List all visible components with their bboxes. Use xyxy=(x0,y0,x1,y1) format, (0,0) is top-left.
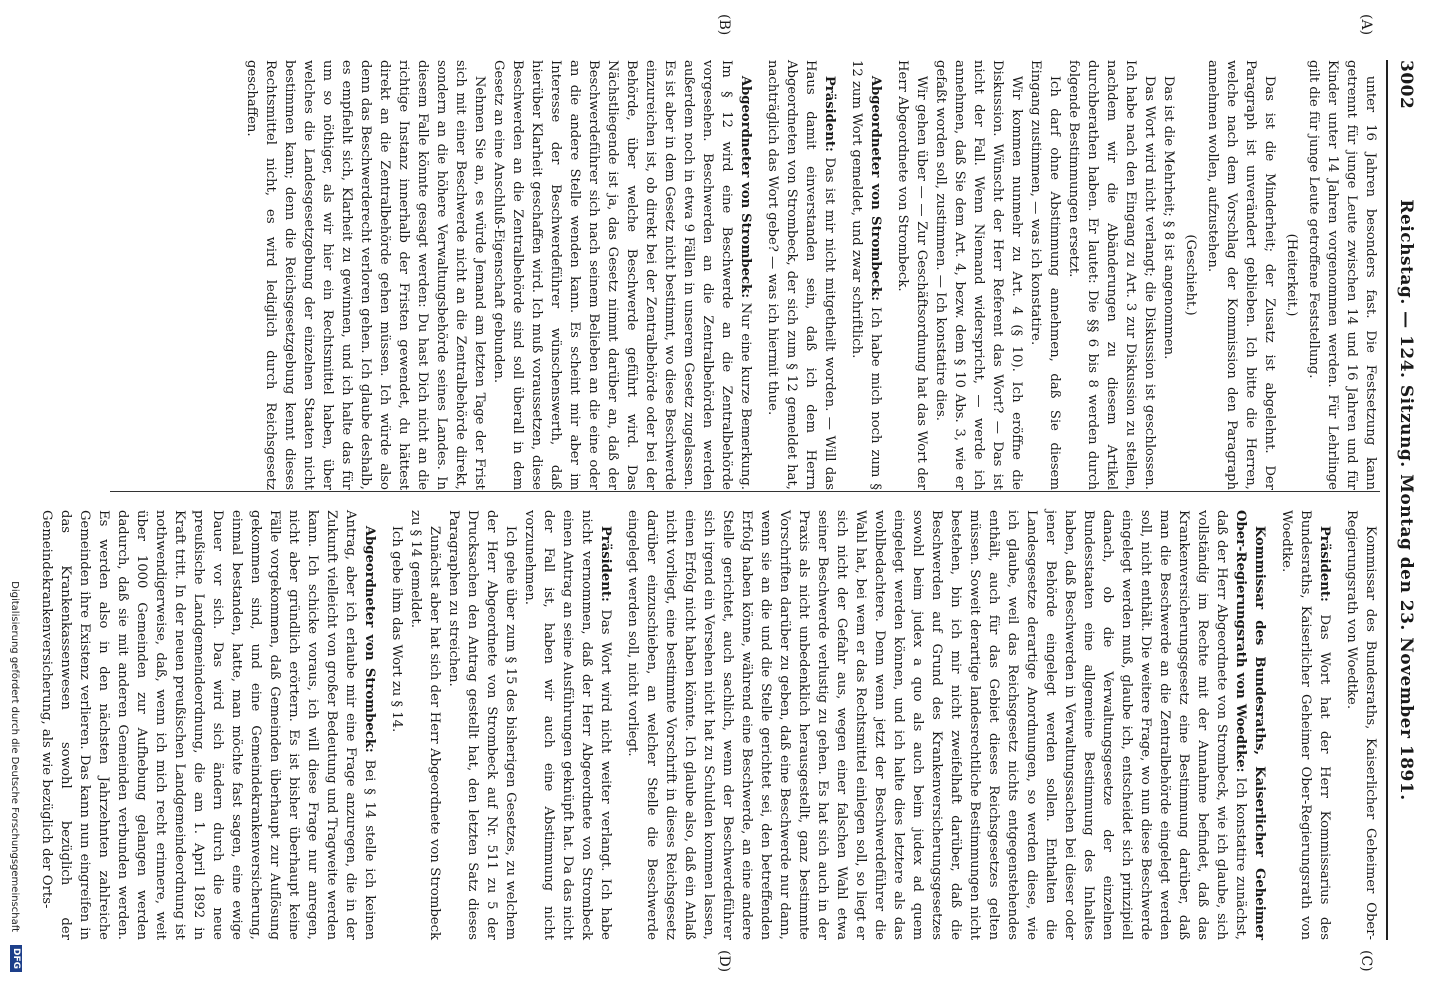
digitization-footer xyxy=(2,20,22,980)
interjection: (Geschieht.) xyxy=(1183,234,1198,316)
paragraph: unter 16 Jahren besonders fast. Die Festsetzung kann getrennt für junge Leute zwischen 14 und 16 Jahren und für Kinder unter 14 Jahren vorgenommen werden. Für Lehrlinge gilt die für junge Leute getroffene Feststellung. xyxy=(1306,60,1378,490)
paragraph: Wir kommen nunmehr zu Art. 4 (§ 10). Ich eröffne die Diskussion. Wünscht der Herr Referent das Wort? — Das ist nicht der Fall. Wenn Niemand widerspricht, — werde ich annehmen, daß Sie dem Art. 4, bezw. dem § 10 Abs. 3, wie er gefaßt worden soll, zustimmen. — Ich konstatire dies. xyxy=(933,60,1024,490)
margin-mark-b: (B) xyxy=(716,14,732,36)
dfg-logo: DFG xyxy=(10,945,22,972)
speaker-name: Abgeordneter von Strombeck: xyxy=(362,525,377,753)
paragraph: Ich gehe über zum § 15 des bisherigen Gesetzes, zu welchem der Herr Abgeordnete von Strombeck auf Nr. 511 zu 5 der Drucksachen den Antrag gestellt hat, den letzten Satz dieses Paragraphen zu streichen. xyxy=(446,510,518,940)
speaker-name: Kommissar des Bundesraths, Kaiserlicher Geheimer Ober-Regierungsrath von Woedtke: xyxy=(1233,510,1267,940)
paragraph: Zunächst aber hat sich der Herr Abgeordnete von Strombeck zu § 14 gemeldet. xyxy=(408,510,442,940)
header-rule xyxy=(1386,60,1388,940)
paragraph: Das ist die Mehrheit; § 8 ist angenommen. xyxy=(1161,75,1176,360)
left-column xyxy=(110,60,1380,490)
column-divider xyxy=(110,491,1380,492)
digitization-note: Digitalisierung gefördert durch die Deutsche Forschungsgemeinschaft xyxy=(9,581,20,932)
right-column xyxy=(39,510,1380,941)
running-title: Reichstag. — 124. Sitzung. Montag den 23. November 1891. xyxy=(1396,199,1416,801)
speech-paragraph xyxy=(623,510,1269,940)
speech-paragraph xyxy=(37,510,379,940)
paragraph: Das Wort wird nicht verlangt; die Diskussion ist geschlossen. Ich habe nach den Eingang zu Art. 3 zur Diskussion zu stellen, nachdem wir die Abänderungen zu diesem Artikel durchberathen haben. Er lautet: Die §§ 6 bis 8 werden durch folgende Bestimmungen ersetzt. xyxy=(1066,60,1157,490)
speaker-name: Präsident: xyxy=(1317,525,1332,602)
margin-mark-a: (A) xyxy=(1358,14,1374,36)
speech-text: Das Wort wird nicht weiter verlangt. Ich habe nicht vernommen, daß der Herr Abgeordnete von Strombeck einen Antrag an seine Ausführungen geknüpft hat. Da das nicht der Fall ist, haben wir auch eine Abstimmung nicht vorzunehmen. xyxy=(522,510,613,940)
margin-mark-d: (D) xyxy=(716,950,732,973)
speaker-name: Präsident: xyxy=(822,75,837,152)
speaker-name: Präsident: xyxy=(598,525,613,602)
speech-text: Ich konstatire zunächst, daß der Herr Abgeordnete von Strombeck, wie ich glaube, sich vollständig im Rechte mit der Annahme befindet, daß das Krankenversicherungsgesetz eine Bestimmung darüber, daß man die Beschwerde an die Zentralbehörde eingelegt werden soll, nicht enthält. Die weitere Frage, wo nun diese Beschwerde eingelegt werden muß, glaube ich, entscheidet sich prinzipiell danach, ob die Verwaltungsgesetze der einzelnen Bundesstaaten eine allgemeine Bestimmung des Inhaltes haben, daß Beschwerden in Verwaltungssachen bei dieser oder jener Behörde eingelegt werden sollen. Enthalten die Landesgesetze derartige Anordnungen, so werden diese, wie ich glaube, weil das Reichsgesetz nichts entgegenstehendes enthält, auch für das Gebiet dieses Reichsgesetzes gelten müssen. Soweit derartige landesrechtliche Bestimmungen nicht bestehen, bin ich mir nicht zweifelhaft darüber, daß die Beschwerden auf Grund des Krankenversicherungsgesetzes sowohl beim judex a quo als auch beim judex ad quem eingelegt werden können, und ich halte dies letztere als das wohlbedachtere. Denn wenn jetzt der Beschwerdeführer die Wahl hat, bei wem er das Rechtsmittel einlegen soll, so liegt er sich nicht der Gefahr aus, wegen einer falschen Wahl etwa seiner Beschwerde verlustig zu gehen. Es hat sich auch in der Praxis als nicht unbedenklich herausgestellt, ganz bestimmte Vorschriften darüber zu geben, daß eine Beschwerde nur dann, wenn sie an die und die Stelle gerichtet sei, den betreffenden Erfolg haben könne, während eine Beschwerde, an eine andere Stelle gerichtet, auch sachlich, wenn der Beschwerdeführer sich irgend ein Versehen nicht hat zu Schulden kommen lassen, einen Erfolg nicht haben könnte. Ich glaube also, daß ein Anlaß nicht vorliegt, eine bestimmte Vorschrift in dieses Reichsgesetz darüber einzuschieben, an welcher Stelle die Beschwerde eingelegt werden soll, nicht vorliegt. xyxy=(625,510,1248,941)
paragraph: Kommissar des Bundesraths, Kaiserlicher Geheimer Ober-Regierungsrath von Woedtke. xyxy=(1344,510,1378,940)
paragraph: Ich gebe ihm das Wort zu § 14. xyxy=(389,525,404,733)
speech-text: Nur eine kurze Bemerkung. Im § 12 wird eine Beschwerde an die Zentralbehörde vorgesehen. Beschwerden an die Zentralbehörden werden außerdem noch in etwa 9 Fällen in unserem Gesetz zugelassen. Es ist aber in dem Gesetz nicht bestimmt, wo diese Beschwerde einzureichen ist, ob direkt bei der Zentralbehörde oder bei der Behörde, über welche Beschwerde geführt wird. Das Nächstliegende ist ja, das Gesetz nimmt darüber an, daß der Beschwerdeführer sich nach seinem Belieben an die eine oder an die andere Stelle wenden kann. Es scheint mir aber im Interesse der Beschwerdeführer wünschenswerth, daß hierüber Klarheit geschaffen wird. Ich muß voraussetzen, diese Beschwerden an die Zentralbehörde sind soll überall in dem Gesetz an eine Anschluß-Eigenschaft gebunden. xyxy=(491,60,753,490)
speech-text: Das ist mir nicht mitgetheilt worden. — Will das Haus damit einverstanden sein, daß ich dem Herrn Abgeordneten von Strombeck, der sich zum § 12 gemeldet hat, nachträglich das Wort gebe? — was ich hiermit thue. xyxy=(765,60,837,490)
speech-paragraph xyxy=(763,60,839,490)
speech-text: Das Wort hat der Herr Kommissarius des Bundesraths, Kaiserlicher Geheimer Ober-Regierungsrath von Woedtke. xyxy=(1279,510,1332,940)
paragraph: Wir gehen über — — Zur Geschäftsordnung hat das Wort der Herr Abgeordnete von Strombeck. xyxy=(895,60,929,490)
page-header xyxy=(1390,60,1420,940)
speech-paragraph xyxy=(489,60,755,490)
speech-paragraph xyxy=(847,60,885,490)
speech-paragraph xyxy=(520,510,615,940)
speech-text: Ich habe mich noch zum § 12 zum Wort gemeldet, und zwar schriftlich. xyxy=(849,60,883,490)
paragraph: Das ist die Minderheit; der Zusatz ist abgelehnt. Der Paragraph ist unverändert geblieben. Ich bitte die Herren, welche nach dem Vorschlag der Kommission den Paragraph annehmen wollen, aufzustehen. xyxy=(1205,60,1277,490)
paragraph: Ich darf ohne Abstimmung annehmen, daß Sie diesem Eingang zustimmen, — was ich konstatire. xyxy=(1028,60,1062,490)
speaker-name: Abgeordneter von Strombeck: xyxy=(738,75,753,299)
speaker-name: Abgeordneter von Strombeck: xyxy=(868,75,883,302)
interjection: (Heiterkeit.) xyxy=(1284,233,1299,317)
page-number: 3002 xyxy=(1396,60,1416,110)
speech-text: Bei § 14 stelle ich keinen Antrag, aber ich erlaube mir eine Frage anzuregen, die in der Zukunft vielleicht von großer Bedeutung und Tragweite werden kann. Ich schicke voraus, ich will diese Frage nur anregen, nicht aber gründlich erörtern. Es ist bisher überhaupt keine Fälle vorgekommen, daß Gemeinden überhaupt zur Auflösung gekommen sind, und eine Gemeindekrankenversicherung, einmal bestanden, hatte, man möchte fast sagen, eine ewige Dauer vor sich. Das wird sich ändern durch die neue preußische Landgemeindeordnung, die am 1. April 1892 in Kraft tritt. In der neuen preußischen Landgemeindeordnung ist nothwendigerweise, daß, wenn ich mich recht erinnere, weit über 1000 Gemeinden zur Aufhebung gelangen werden dadurch, daß sie mit anderen Gemeinden verbunden werden. Es werden also in den nächsten Jahrzehnten zahlreiche Gemeinden ihre Existenz verlieren. Das kann nun eingreifen in das Krankenkassenwesen sowohl bezüglich der Gemeindekrankenversicherung, als wie bezüglich der Orts- xyxy=(39,510,377,941)
margin-mark-c: (C) xyxy=(1358,950,1374,972)
speech-paragraph xyxy=(1277,510,1334,940)
paragraph: Nehmen Sie an, es würde Jemand am letzten Tage der Frist sich mit einer Beschwerde nicht an die Zentralbehörde direkt, sondern an die höhere Verwaltungsbehörde seines Landes. In diesem Falle könnte gesagt werden: Du hast Dich nicht an die richtige Instanz innerhalb der Fristen gewendet, du hättest direkt an die Zentralbehörde gehen müssen. Ich würde also denn das Beschwerderecht verloren gehen. Ich glaube deshalb, es empfiehlt sich, Klarheit zu gewinnen, und ich halte das für um so nöthiger, als wir hier ein Rechtsmittel haben, über welches die Landesgesetzgebung der einzelnen Staaten nicht bestimmen kann; denn die Reichsgesetzgebung kennt dieses Rechtsmittel nicht, es wird lediglich durch Reichsgesetz geschaffen. xyxy=(244,60,487,490)
